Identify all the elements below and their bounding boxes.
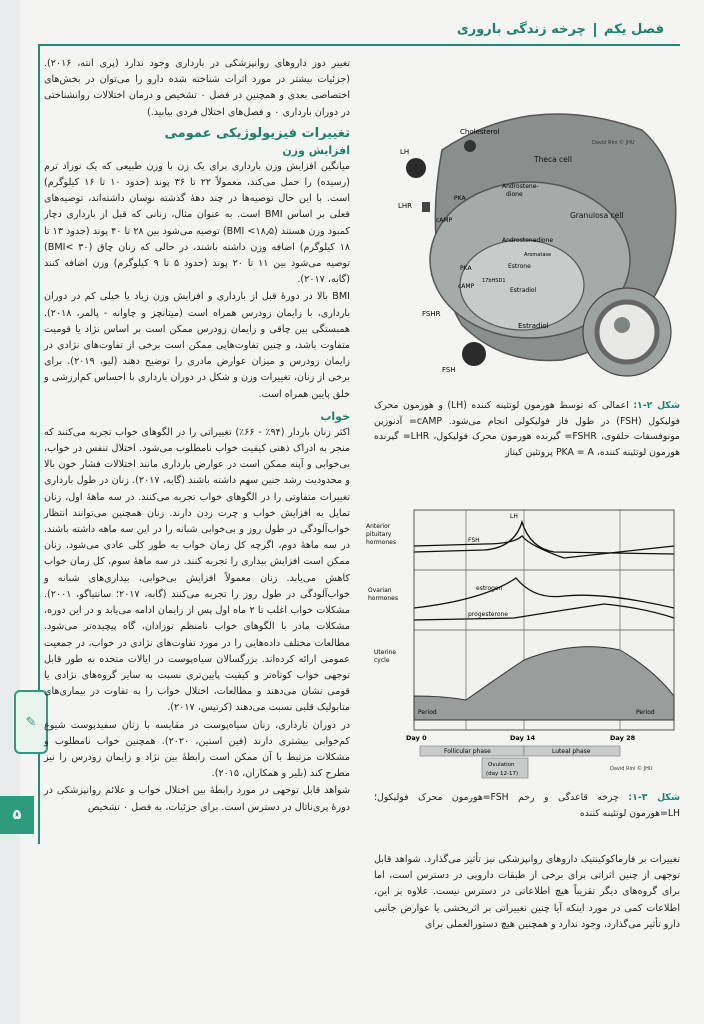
- day14-label: Day 14: [510, 734, 536, 742]
- ovarian-label-2: hormones: [368, 595, 398, 602]
- estradiol-inner-label: Estradiol: [510, 287, 537, 294]
- intro-paragraph: تغییر دوز داروهای روانپزشکی در بارداری وجود ندارد (پری انته، ۲۰۱۶). (جزئیات بیشتر در مورد اثرات شناخته شده دارو را می‌توان در بخش‌های اختصاصی بعدی و همچنین در فصل ۰ تشخیص و درمان اختلالات روانشناختی در دوران بارداری ۰ و فصل‌های اختلال فردی بیابید.): [44, 58, 350, 118]
- subheading-weight: افزایش وزن: [282, 143, 350, 157]
- lhr-receptor-icon: [422, 202, 430, 212]
- section-heading: تغییرات فیزیولوژیکی عمومی: [164, 125, 350, 141]
- publisher-logo: ✎: [14, 690, 48, 754]
- period-label-start: Period: [418, 709, 437, 716]
- figure1-caption-text: اعمالی که توسط هورمون لوتئینه کننده (LH) و هورمون محرک فولیکول (FSH) در طول فاز فولیکولی انجام می‌شود. cAMP= آدنوزین مونوفسفات حلقوی، FSHR= گیرنده هورمون محرک فولیکول، LHR= گیرنده هورمون لوتئینه کننده، PKA = A پروتئین کیناز: [374, 400, 680, 458]
- granulosa-cell-label: Granulosa cell: [570, 211, 624, 220]
- figure2-caption-label: شکل ۳-۱:: [628, 792, 680, 803]
- androstenedione-label: Androstenedione: [502, 237, 554, 244]
- androstenedione-theca-2: dione: [506, 191, 523, 198]
- right-bottom-paragraph: [374, 852, 680, 934]
- figure2-credit: David Rini © JHU: [610, 766, 653, 772]
- uterine-label-2: cycle: [374, 657, 390, 664]
- androstenedione-theca-1: Androstene-: [502, 183, 539, 190]
- header-separator: [594, 23, 596, 37]
- fsh-molecule-icon: [462, 342, 486, 366]
- left-column: [44, 56, 350, 817]
- fsh-curve-label: FSH: [468, 537, 480, 544]
- race-sleep-paragraph: در دوران بارداری، زنان سیاه‌پوست در مقایسه با زنان سفیدپوست شیوع کم‌خوابی بیشتری دارند (فین استین، ۲۰۲۰). همچنین خواب نامطلوب و مشکلات مرتبط با آن ممکن است رابطهٔ بین نژاد و زایمان زودرس را نیز مطرح کند (بلیر و همکاران، ۲۰۱۵).: [44, 719, 350, 780]
- pharmacokinetics-paragraph: تغییرات بر فارماکوکینتیک داروهای روانپزشکی نیز تأثیر می‌گذارد. شواهد قابل توجهی از چنین اثراتی برای برخی از طبقات دارویی در دسترس است، اما برای گروه‌های دیگر تقریباً هیچ اطلاعاتی در دسترس نیست. علاوه بر این، اطلاعات کمی در مورد اینکه آیا چنین تغییراتی بر اثربخشی یا عوارض جانبی دارو تأثیر می‌گذارد، وجود ندارد و همچنین هیچ دستورالعملی برای: [374, 854, 680, 930]
- ovulation-label: Ovulation: [488, 762, 515, 768]
- figure1-credit: David Rini © JHU: [592, 140, 635, 146]
- luteal-phase-label: Luteal phase: [552, 748, 591, 755]
- lh-molecule-icon: [406, 158, 426, 178]
- cholesterol-icon: [464, 140, 476, 152]
- figure2-caption: [374, 790, 680, 821]
- fsh-label: FSH: [442, 366, 456, 374]
- period-label-end: Period: [636, 709, 655, 716]
- figure1-caption: [374, 398, 680, 460]
- ovarian-row-label: [368, 587, 398, 602]
- estrogen-label: estrogen: [476, 585, 503, 592]
- uterine-label-1: Uterine: [374, 649, 397, 656]
- pka-label-2: PKA: [460, 265, 472, 272]
- bmi-paragraph: BMI بالا در دورهٔ قبل از بارداری و افزایش وزن زیاد یا خیلی کم در دوران بارداری، با زایمان زودرس همراه است (میتانچز و چاوانه - پالمر، ۲۰۱۸). همبستگی بین چاقی و زایمان زودرس ممکن است بر اساس نژاد یا قومیت متفاوت باشد، و چنین تفاوت‌هایی ممکن است برخی از تفاوت‌های نژادی در زایمان زودرس و میزان عوارض مادری را توضیح دهند (لیو، ۲۰۱۹). برای برخی از زنان، تغییرات وزن و شکل در دوران بارداری با احساس کم‌ارزشی و خلق پایین همراه است.: [44, 291, 351, 400]
- subheading-sleep: خواب: [320, 409, 350, 423]
- lh-label: LH: [400, 148, 410, 156]
- hsd1-label: 17bHSD1: [482, 278, 506, 284]
- ovulation-days-label: (day 12-17): [486, 771, 519, 777]
- lhr-label: LHR: [398, 202, 413, 210]
- evidence-paragraph: شواهد قابل توجهی در مورد رابطهٔ بین اختلال خواب و علائم روانپزشکی در دورهٔ پری‌ناتال در دسترس است. برای جزئیات، به فصل ۰ تشخیص: [44, 785, 350, 813]
- chapter-title: چرخه زندگی باروری: [456, 22, 586, 37]
- estrone-label: Estrone: [508, 263, 531, 270]
- oocyte-icon: [614, 317, 630, 333]
- lh-curve-label: LH: [510, 513, 518, 520]
- aromatase-label: Aromatase: [524, 252, 552, 258]
- day0-label: Day 0: [406, 734, 427, 742]
- header-rule: [38, 44, 680, 46]
- pituitary-row-label: [366, 523, 396, 546]
- weight-paragraph: میانگین افزایش وزن بارداری برای یک زن با وزن طبیعی که یک نوزاد ترم (رسیده) را حمل می‌کند، معمولاً ۲۲ تا ۳۶ پوند (حدود ۱۰ تا ۱۶ کیلوگرم) است. با این حال توصیه‌ها در چند دههٔ گذشته نوسان داشته‌اند، توصیه‌های فعلی بر اساس BMI است. به عنوان مثال، زنانی که قبل از بارداری دچار کمبود وزن هستند (BMI <۱۸٫۵) توصیه می‌شود بین ۲۸ تا ۴۰ پوند (حدود ۱۳ تا ۱۸ کیلوگرم) اضافه وزن داشته باشند، در حالی که زنان چاق (BMI< ۳۰) توصیه می‌شود بین ۱۱ تا ۲۰ پوند (حدود ۵ تا ۹ کیلوگرم) وزن اضافه کنند (گابه، ۲۰۱۷).: [44, 160, 350, 286]
- pituitary-label-1: Anterior: [366, 523, 391, 530]
- pituitary-label-2: pituitary: [366, 531, 392, 538]
- uterine-row-label: [374, 649, 396, 664]
- page-number: ۵: [0, 796, 34, 834]
- camp-label-1: cAMP: [436, 217, 453, 224]
- follicular-phase-label: Follicular phase: [444, 748, 491, 755]
- cell-interior: [460, 240, 584, 330]
- fshr-label: FSHR: [422, 310, 441, 318]
- cholesterol-label: Cholesterol: [460, 128, 500, 136]
- pituitary-label-3: hormones: [366, 539, 396, 546]
- day28-label: Day 28: [610, 734, 636, 742]
- estradiol-out-label: Estradiol: [518, 322, 549, 330]
- chapter-label: فصل یکم: [603, 22, 664, 37]
- figure1-caption-label: شکل ۲-۱:: [633, 400, 680, 411]
- follicle-hormone-diagram: [382, 110, 692, 395]
- menstrual-cycle-diagram: [364, 500, 686, 780]
- figure2-caption-text: چرخه قاعدگی و رحم FSH=هورمون محرک فولیکول؛ LH=هورمون لوتئینه کننده: [374, 792, 680, 819]
- camp-label-2: cAMP: [458, 283, 475, 290]
- ovarian-label-1: Ovarian: [368, 587, 392, 594]
- pka-label-1: PKA: [454, 195, 466, 202]
- follicle-ring: [597, 302, 657, 362]
- theca-cell-label: Theca cell: [534, 155, 572, 164]
- sleep-paragraph: اکثر زنان باردار (۹۴٪ - ۶۶٪) تغییراتی را در الگوهای خواب تجربه می‌کنند که منجر به ادراک ذهنی کیفیت خواب نامطلوب می‌شود. اختلال تنفس در خواب، بی‌خوابی و آپنه ممکن است در عوارض بارداری مانند اختلالات فشار خون بالا و محدودیت رشد جنین سهم داشته باشند (گابه، ۲۰۱۷). زنان در طول بارداری تغییرات متفاوتی را در الگوهای خواب تجربه می‌کنند. در سه ماههٔ اول، زنان تمایل به افزایش خواب و چرت زدن دارند. زنان همچنین می‌توانند انتظار خواب‌آلودگی در طول روز و بی‌خوابی شبانه را در این سه ماهه داشته باشند. در سه ماههٔ دوم، اگرچه کل زمان خواب به طور کلی عادی می‌شود، زنان ممکن است افزایش بیداری را تجربه کنند. در سه ماههٔ سوم، کل زمان خواب کاهش می‌یابد. زنان معمولاً افزایش بی‌خوابی، بیداری‌های شبانه و خواب‌آلودگی در طول روز را تجربه می‌کنند (گابه، ۲۰۱۷؛ سانتیاگو، ۲۰۰۱). مشکلات خواب اغلب تا ۲ ماه اول پس از زایمان ادامه می‌یابد و در این دوره، مشکلات مادر با الگوهای خواب نامنظم نوزادان، گاه پیچیده‌تر می‌شود. مطالعات مختلف داده‌هایی را در مورد تفاوت‌های نژادی در خواب، در جمعیت عمومی ارائه کرده‌اند. بزرگسالان سیاه‌پوست در ایالات متحده به طور قابل توجهی خواب کوتاه‌تر و کیفیت پایین‌تری نسبت به سایر گروه‌های نژادی یا قومی نشان می‌دهند و مطالعات، اختلال خواب را به تفاوت در بیماری‌های متابولیک قلبی نسبت می‌دهند (کرتیس، ۲۰۱۷).: [44, 426, 350, 714]
- progesterone-label: progesterone: [468, 611, 508, 618]
- running-header: [457, 22, 664, 37]
